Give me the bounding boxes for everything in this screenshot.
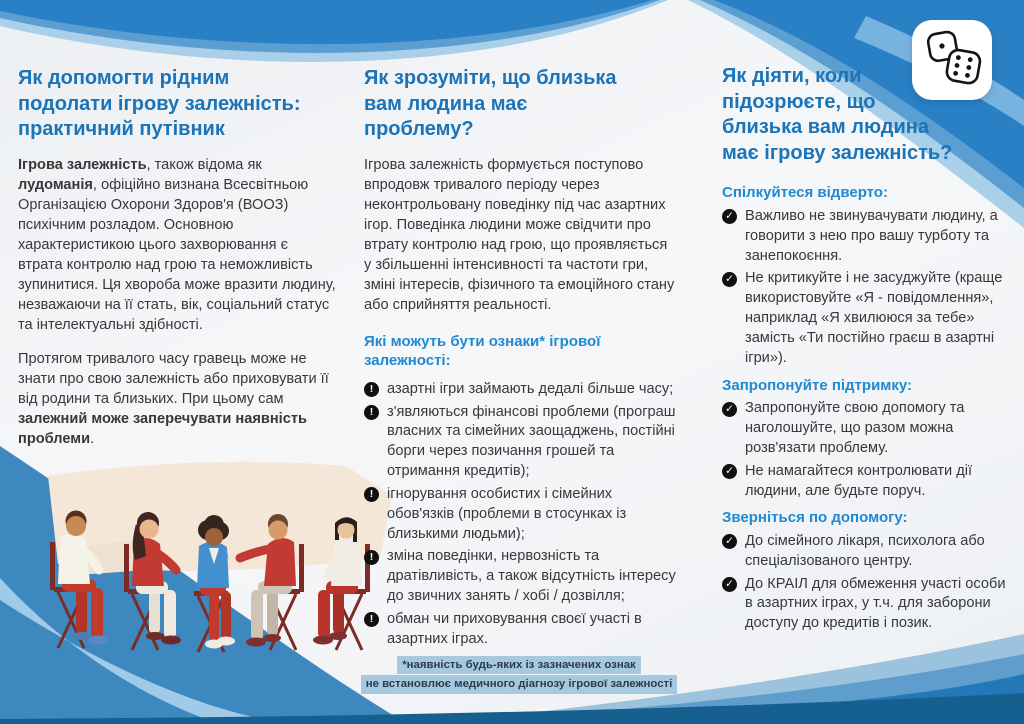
footnote-line-1: *наявність будь-яких із зазначених ознак xyxy=(397,656,641,674)
advice-list-help xyxy=(722,532,1008,634)
check-circle-icon: ✓ xyxy=(722,464,737,479)
footnote-line-2: не встановлює медичного діагнозу ігрової залежності xyxy=(361,675,678,693)
exclamation-circle-icon: ! xyxy=(364,405,379,420)
signs-heading: Які можуть бути ознаки* ігрової залежності: xyxy=(364,332,601,370)
sign-text: зміна поведінки, нервозність та дратівливість, а також відсутність інтересу до звичних занять / хобі / дозвілля; xyxy=(387,548,676,605)
bold-term-ludomania: лудоманія xyxy=(18,176,93,193)
signs-list xyxy=(364,380,678,650)
left-title: Як допомогти рідним подолати ігрову залежність: практичний путівник xyxy=(18,67,301,141)
list-item xyxy=(364,380,678,400)
check-circle-icon: ✓ xyxy=(722,577,737,592)
bold-denial-phrase: залежний може заперечувати наявність проблеми xyxy=(18,410,307,447)
advice-text: Не намагайтеся контролювати дії людини, але будьте поруч. xyxy=(745,462,973,499)
advice-list-support xyxy=(722,399,1008,501)
list-item xyxy=(722,462,1008,502)
list-item xyxy=(722,575,1008,635)
list-item xyxy=(364,485,678,545)
advice-text: Запропонуйте свою допомогу та наголошуйте, що разом можна розв'язати проблему. xyxy=(745,400,965,456)
check-circle-icon: ✓ xyxy=(722,209,737,224)
panel-left xyxy=(18,66,336,464)
list-item xyxy=(364,403,678,482)
list-item xyxy=(722,207,1008,267)
sign-text: азартні ігри займають дедалі більше часу; xyxy=(387,380,674,397)
sign-text: ігнорування особистих і сімейних обов'язків (проблеми в стосунках із близькими людьми); xyxy=(387,485,627,542)
exclamation-circle-icon: ! xyxy=(364,550,379,565)
list-item xyxy=(364,547,678,607)
advice-text: До сімейного лікаря, психолога або спеціалізованого центру. xyxy=(745,532,985,569)
panel-right xyxy=(722,64,1008,637)
list-item xyxy=(722,399,1008,459)
advice-text: До КРАІЛ для обмеження участі особи в азартних іграх, у т.ч. для заборони доступу до кредитів і позик. xyxy=(745,575,1006,632)
list-item xyxy=(722,269,1008,368)
list-item xyxy=(364,610,678,650)
right-title: Як діяти, коли підозрюєте, що близька вам людина має ігрову залежність? xyxy=(722,65,953,164)
section-heading-support: Запропонуйте підтримку: xyxy=(722,376,913,394)
support-group-illustration xyxy=(0,430,420,724)
check-circle-icon: ✓ xyxy=(722,402,737,417)
top-left-wave xyxy=(0,0,668,62)
list-item xyxy=(722,532,1008,572)
advice-text: Не критикуйте і не засуджуйте (краще використовуйте «Я - повідомлення», наприклад «Я хвилююся за тебе» замість «Ти постійно граєш в азартні ігри»). xyxy=(745,270,1003,366)
advice-text: Важливо не звинувачувати людину, а говорити з нею про вашу турботу та занепокоєння. xyxy=(745,207,998,264)
advice-list-talk xyxy=(722,207,1008,369)
check-circle-icon: ✓ xyxy=(722,534,737,549)
middle-title: Як зрозуміти, що близька вам людина має проблему? xyxy=(364,67,617,141)
left-paragraph-1: Ігрова залежність, також відома як лудоманія, офіційно визнана Всесвітньою Організацією Охорони Здоров'я (ВООЗ) психічним розладом. Основною характеристикою цього захворювання є втрата контролю над грою та неможливість зупинитися. Ця хвороба може вразити людину, незважаючи на її стать, вік, соціальний статус та інтелектуальні здібності. xyxy=(18,156,336,333)
sign-text: з'являються фінансові проблеми (програш власних та сімейних заощаджень, постійні борги через позичання грошей та отримання кредитів); xyxy=(387,403,676,480)
middle-intro: Ігрова залежність формується поступово впродовж тривалого періоду через неконтрольовану поведінку під час азартних ігор. Поведінка людини може свідчити про втрату контролю над грою, що проявляється у збільшенні інтенсивності та частоти гри, зміні інтересів, фізичного та емоційного стану або сприйняття реальності. xyxy=(364,156,675,313)
panel-middle xyxy=(364,66,678,653)
left-paragraph-2: Протягом тривалого часу гравець може не знати про свою залежність або приховувати її від родини та близьких. При цьому сам залежний може заперечувати наявність проблеми. xyxy=(18,350,329,447)
exclamation-circle-icon: ! xyxy=(364,487,379,502)
check-circle-icon: ✓ xyxy=(722,272,737,287)
sign-text: обман чи приховування своєї участі в азартних іграх. xyxy=(387,610,642,647)
section-heading-help: Зверніться по допомогу: xyxy=(722,509,908,527)
section-heading-talk: Спілкуйтеся відверто: xyxy=(722,184,888,202)
exclamation-circle-icon: ! xyxy=(364,612,379,627)
bold-term-addiction: Ігрова залежність xyxy=(18,156,147,173)
footnote xyxy=(358,656,680,695)
exclamation-circle-icon: ! xyxy=(364,382,379,397)
